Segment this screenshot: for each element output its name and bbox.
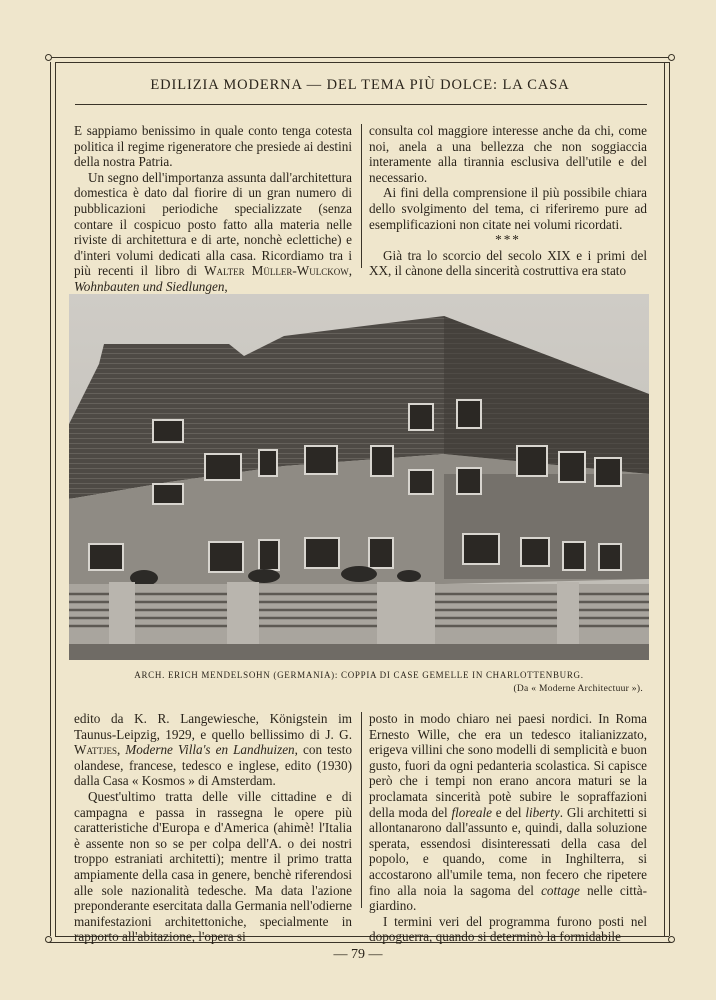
building-photo	[69, 294, 649, 660]
border-line	[664, 62, 665, 936]
top-left-column	[74, 123, 352, 295]
caption-text: ARCH. ERICH MENDELSOHN (GERMANIA): COPPIA DI CASE GEMELLE IN CHARLOTTENBURG.	[134, 670, 584, 680]
paragraph: Un segno dell'importanza assunta dall'architettura domestica è dato dal fiorire di un gran numero di pubblicazioni periodiche specializzate (senza contare il cospicuo posto fatto alla materia nelle riviste di architettura e di arte, nonchè eclettiche) e d'interi volumi dedicati alla casa. Ricordiamo tra i più recenti il libro di Walter Müller-Wulckow, Wohnbauten und Siedlungen,	[74, 169, 352, 294]
running-header: EDILIZIA MODERNA — DEL TEMA PIÙ DOLCE: LA CASA	[150, 77, 570, 93]
paragraph: consulta col maggiore interesse anche da chi, come noi, anela a una bellezza che non soggiaccia interamente alla tirannia esclusiva dell'utile e del necessario.	[369, 123, 647, 185]
paragraph: Ai fini della comprensione il più possibile chiara dello svolgimento del tema, ci riferiremo pure ad esemplificazioni non citate nei volumi ricordati.	[369, 185, 647, 232]
caption-source: (Da « Moderne Architectuur »).	[513, 684, 643, 694]
border-line	[50, 62, 51, 936]
paragraph: I termini veri del programma furono posti nel dopoguerra, quando si determinò la formidabile	[369, 913, 647, 945]
border-line	[55, 62, 56, 936]
corner-ornament	[45, 936, 52, 943]
corner-ornament	[668, 936, 675, 943]
section-separator: ***	[495, 232, 521, 248]
building-illustration	[69, 294, 649, 660]
page-number: — 79 —	[333, 947, 383, 962]
top-right-column	[369, 123, 647, 279]
column-divider	[361, 712, 362, 908]
corner-ornament	[668, 54, 675, 61]
paragraph: Quest'ultimo tratta delle ville cittadine e di campagna e passa in rassegna le opere più caratteristiche d'Europa e d'America (ahimè! l'Italia è assente non so se per colpa dell'A. o dei nostri troppo estraniati architetti); mentre il primo tratta ampiamente della casa in genere, benchè riferendosi alle sole nazionalità tedesche. Ma data l'azione preponderante esercitata dalla Germania nell'odierne manifestazioni architettoniche, specialmente in rapporto all'abitazione, l'opera si	[74, 788, 352, 945]
corner-ornament	[45, 54, 52, 61]
paragraph: E sappiamo benissimo in quale conto tenga cotesta politica il regime rigeneratore che presiede ai destini della nostra Patria.	[74, 123, 352, 170]
header-rule	[75, 104, 647, 105]
paragraph: posto in modo chiaro nei paesi nordici. In Roma Ernesto Wille, che era un tedesco italianizzato, erigeva villini che sono modelli di semplicità e buon gusto, fuori da ogni pedanteria scolastica. Si capisce però che i tempi non erano ancora maturi se la proclamata sincerità potè subire le sopraffazioni della moda del floreale e del liberty. Gli architetti si allontanarono dall'assunto e, quindi, dalla soluzione sperata, essendosi disinteressati della casa del popolo, e quando, come in Inghilterra, si accostarono all'umile tema, non fecero che ripetere fino alla noia la sagoma del cottage nelle città-giardino.	[369, 711, 648, 914]
paragraph: Già tra lo scorcio del secolo XIX e i primi del XX, il cànone della sincerità costruttiva era stato	[369, 247, 647, 279]
photo-caption	[75, 670, 643, 694]
border-line	[669, 62, 670, 936]
paragraph: edito da K. R. Langewiesche, Königstein im Taunus-Leipzig, 1929, e quello bellissimo di J. G. Wattjes, Moderne Villa's en Landhuizen, con testo olandese, francese, tedesco e inglese, edito (1930) dalla Casa « Kosmos » di Amsterdam.	[74, 711, 352, 789]
bottom-right-column	[369, 711, 647, 945]
bottom-left-column	[74, 711, 352, 945]
column-divider	[361, 124, 362, 268]
border-line	[55, 62, 669, 63]
